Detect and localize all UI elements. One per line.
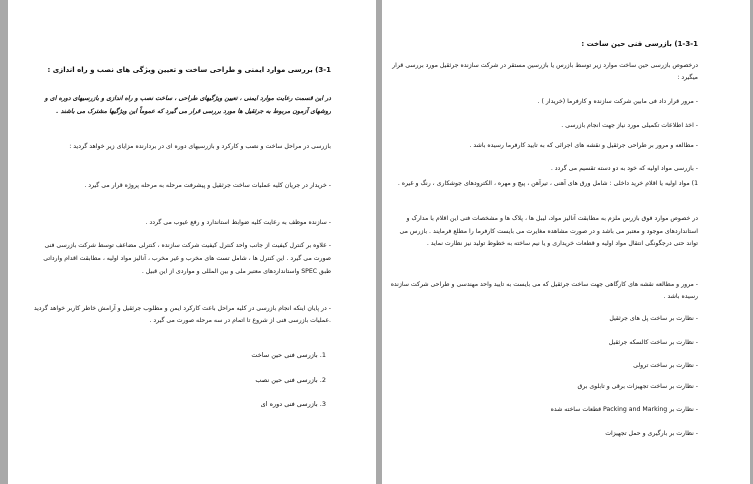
list-item: - مرور قرار داد فی مابین شرکت سازنده و کارفرما (خریدار ) . — [537, 98, 698, 105]
paragraph: - سازنده موظف به رعایت کلیه ضوابط استاندارد و رفع عیوب می گردد . — [145, 219, 331, 226]
list-item: - نظارت بر ساخت کالسکه جرثقیل — [608, 339, 698, 346]
paragraph: درخصوص بازرسی حین ساخت موارد زیر توسط بازرس یا بازرسین مستقر در شرکت سازنده جرثقیل مورد بررسی قرار میگیرد : — [392, 62, 698, 81]
list-text: بازرسی فنی دوره ای — [260, 400, 318, 408]
left-page — [8, 0, 376, 484]
list-item: - بازرسی مواد اولیه که خود به دو دسته تقسیم می گردد . — [550, 165, 698, 172]
paragraph: - مرور و مطالعه نقشه های کارگاهی جهت ساخت جرثقیل که می بایست به تایید واحد مهندسی و طراحی شرکت سازنده رسیده باشد . — [390, 281, 698, 300]
list-item — [146, 400, 326, 408]
list-number: 2. — [319, 376, 326, 384]
list-item: - نظارت بر بارگیری و حمل تجهیزات — [605, 430, 698, 437]
right-page — [382, 0, 750, 484]
list-item: - نظارت بر ساخت تجهیزات برقی و تابلوی برق — [577, 383, 698, 390]
paragraph: در خصوص موارد فوق بازرس ملزم به مطابقت آنالیز مواد، لیبل ها ، پلاک ها و مشخصات فنی این اقلام با مدارک و استانداردهای موجود و معتبر می باشد و در صورت مشاهده مغایرت می بایست کارفرما را مطلع فرمایند . بازرس می تواند حتی درجگونگی انتقال مواد اولیه و قطعات خریداری و یا نیم ساخته به خطوط تولید نیز نظارت نماید . — [399, 215, 698, 247]
list-item: - نظارت بر ساخت پل های جرثقیل — [609, 315, 698, 322]
paragraph: - علاوه بر کنترل کیفیت از جانب واحد کنترل کیفیت شرکت سازنده ، کنترلی مضاعف توسط شرکت بازرسی فنی صورت می گیرد . این کنترل ها ، شامل تست های مخرب و غیر مخرب ، آنالیز مواد اولیه ، مطابقت اقدام وارداتی طبق SPEC واستانداردهای معتبر ملی و بین المللی و مواردی از این قبیل . — [43, 242, 331, 275]
list-item: 1) مواد اولیه یا اقلام خرید داخلی : شامل ورق های آهنی ، تیرآهن ، پیچ و مهره ، الکترودهای جوشکاری ، رنگ و غیره . — [397, 180, 698, 187]
paragraph: - خریدار در جریان کلیه عملیات ساخت جرثقیل و پیشرفت مرحله به مرحله پروژه قرار می گیرد . — [84, 182, 331, 189]
list-number: 1. — [319, 351, 326, 359]
list-item — [146, 376, 326, 384]
list-item: - نظارت بر Packing and Marking قطعات ساخته شده — [550, 406, 698, 413]
intro-paragraph: در این قسمت رعایت موارد ایمنی ، تعیین ویژگیهای طراحی ، ساخت نصب و راه اندازی و بازرسیهای دوره ای و روشهای آزمون مربوط به جرثقیل ها مورد بررسی قرار می گیرد که عموماً این ویژگیها مشترک می باشند . — [44, 95, 331, 115]
list-number: 3. — [319, 400, 326, 408]
paragraph: - در پایان اینکه انجام بازرسی در کلیه مراحل باعث کارکرد ایمن و مطلوب جرثقیل و آرامش خاطر کاربر خواهد گردید .عملیات بازرسی فنی از شروع تا اتمام در سه مرحله صورت می گیرد . — [33, 305, 331, 324]
paragraph: بازرسی در مراحل ساخت و نصب و کارکرد و بازرسیهای دوره ای در بردارنده مزایای زیر خواهد گردید : — [69, 143, 331, 150]
list-item: - اخذ اطلاعات تکمیلی مورد نیاز جهت انجام بازرسی . — [561, 122, 698, 129]
list-item — [146, 351, 326, 359]
list-item: - نظارت بر ساخت ترولی — [633, 362, 698, 369]
section-heading: 1-3-1) بازرسی فنی حین ساخت : — [581, 40, 698, 48]
section-heading: 3-1) بررسی موارد ایمنی و طراحی ساخت و تعیین ویژگی های نصب و راه اندازی : — [47, 66, 331, 74]
list-text: بازرسی فنی حین نصب — [255, 376, 318, 384]
list-text: بازرسی فنی حین ساخت — [251, 351, 318, 359]
list-item: - مطالعه و مرور بر طراحی جرثقیل و نقشه های اجرائی که به تایید کارفرما رسیده باشد . — [469, 142, 698, 149]
